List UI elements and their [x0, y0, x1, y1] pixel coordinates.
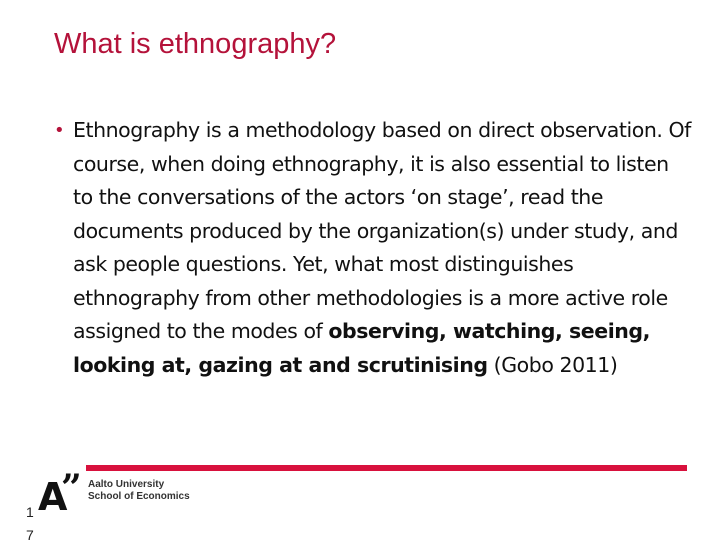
logo-line-school: School of Economics [88, 491, 190, 502]
logo-quote-mark: ” [61, 467, 82, 509]
slide-title: What is ethnography? [54, 28, 337, 60]
bullet-intro-text: Ethnography is a methodology based on direct observation. Of course, when doing ethnography, it is also essential to listen to the conversations of the actors ‘on stage’, read the documents produced by the organization(s) under study, and ask people questions. Yet, what most distinguishes ethnography from other methodologies is a more active role assigned to the modes of [73, 118, 691, 343]
page-number: 17 [26, 504, 34, 543]
bullet-emphasis-text: observing, watching, seeing, looking at, gazing at and scrutinising [73, 319, 650, 377]
footer-divider [86, 465, 687, 471]
bullet-text [73, 114, 694, 382]
bullet-paragraph [54, 114, 694, 382]
logo-wordmark [88, 479, 190, 503]
bullet-outro-text: (Gobo 2011) [487, 352, 618, 377]
logo-line-university: Aalto University [88, 479, 165, 490]
bullet-icon: • [54, 120, 65, 141]
aalto-logo-icon: A [38, 475, 68, 519]
